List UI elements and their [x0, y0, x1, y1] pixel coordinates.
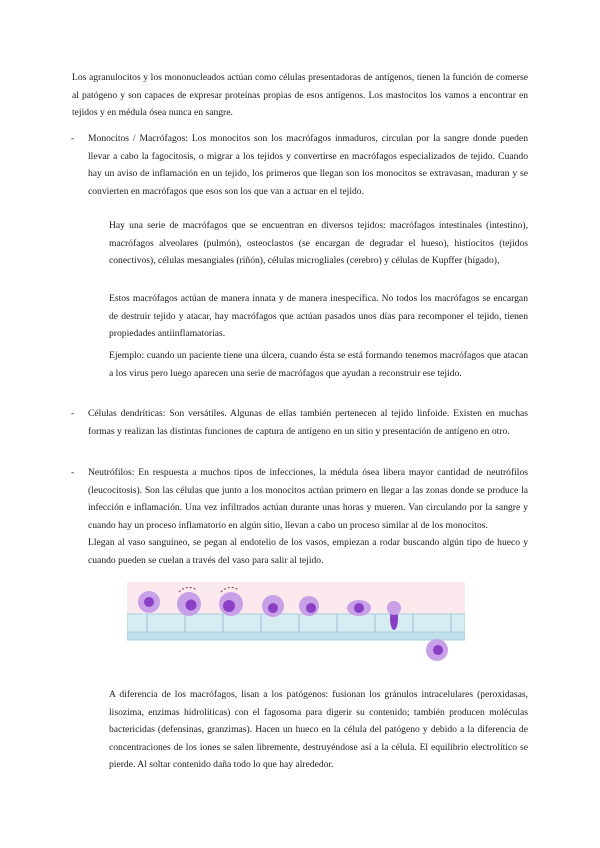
- macrofagos-innatos-paragraph: Estos macrófagos actúan de manera innata y de manera inespecífica. No todos los macrófagos se encargan de destruir tejido y atacar, hay macrófagos que actúan pasados unos días para recomponer el tejido, tienen propiedades antiinflamatorias.: [109, 293, 528, 339]
- bullet-dash: -: [71, 467, 75, 478]
- list-item-neutrofilos: [71, 464, 528, 569]
- ejemplo-paragraph: Ejemplo: cuando un paciente tiene una úlcera, cuando ésta se está formando tenemos macrófagos que atacan a los virus pero luego aparecen una serie de macrófagos que ayudan a reconstruir ese tejido.: [109, 350, 528, 379]
- monocitos-paragraph: Monocitos / Macrófagos: Los monocitos son los macrófagos inmaduros, circulan por la sangre donde pueden llevar a cabo la fagocitosis, o migrar a los tejidos y convertirse en macrófagos especializados de tejido. Cuando hay un aviso de inflamación en un tejido, los primeros que llegan son los monocitos se extravasan, maduran y se convierten en macrófagos que esos son los que van a actuar en el tejido.: [88, 133, 528, 197]
- lisis-paragraph: A diferencia de los macrófagos, lisan a los patógenos: fusionan los gránulos intracelulares (peroxidasas, lisozima, enzimas hidrolíticas) con el fagosoma para digerir su contenido; también producen moléculas bactericidas (defensinas, granzimas). Hacen un hueco en la célula del patógeno y debido a la diferencia de concentraciones de los iones se salen libremente, destruyéndose así a la célula. El equilibrio electrolítico se pierde. Al soltar contenido daña todo lo que hay alrededor.: [109, 689, 528, 770]
- list-item-monocitos: [71, 130, 528, 200]
- vessel-wall: [127, 614, 465, 640]
- bullet-dash: -: [71, 408, 75, 419]
- macrofagos-tejidos-paragraph: Hay una serie de macrófagos que se encuentran en diversos tejidos: macrófagos intestinales (intestino), macrófagos alveolares (pulmón), osteoclastos (se encargan de degradar el hueso), histiocitos (tejidos conectivos), células mesangiales (riñón), células microgliales (cerebro) y células de Kupffer (hígado),: [109, 220, 528, 266]
- list-item-dendriticas: [71, 405, 528, 440]
- intro-paragraph: Los agranulocitos y los mononucleados actúan como células presentadoras de antígenos, tienen la función de comerse al patógeno y son capaces de expresar proteínas propias de esos antígenos. Los mastocitos los vamos a encontrar en tejidos y en médula ósea nunca en sangre.: [72, 72, 528, 118]
- dendriticas-paragraph: Células dendríticas: Son versátiles. Algunas de ellas también pertenecen al tejido linfoide. Existen en muchas formas y realizan las distintas funciones de captura de antígeno en un sitio y presentación de antígeno en otro.: [88, 408, 528, 437]
- bullet-dash: -: [71, 133, 75, 144]
- blood-lumen: [127, 582, 465, 614]
- extravasation-illustration: [127, 578, 465, 664]
- neutrofilos-paragraph: Neutrófilos: En respuesta a muchos tipos de infecciones, la médula ósea libera mayor cantidad de neutrófilos (leucocitosis). Son las células que junto a los monocitos actúan primero en llegar a las zonas donde se produce la infección e inflamación. Una vez infiltrados actúan durante unas horas y mueren. Van circulando por la sangre y cuando hay un proceso inflamatorio en algún sitio, llevan a cabo un proceso similar al de los monocitos.: [88, 467, 528, 531]
- neutrofilos-paragraph-2: Llegan al vaso sanguíneo, se pegan al endotelio de los vasos, empiezan a rodar buscando algún tipo de hueco y cuando pueden se cuelan a través del vaso para salir al tejido.: [88, 537, 528, 566]
